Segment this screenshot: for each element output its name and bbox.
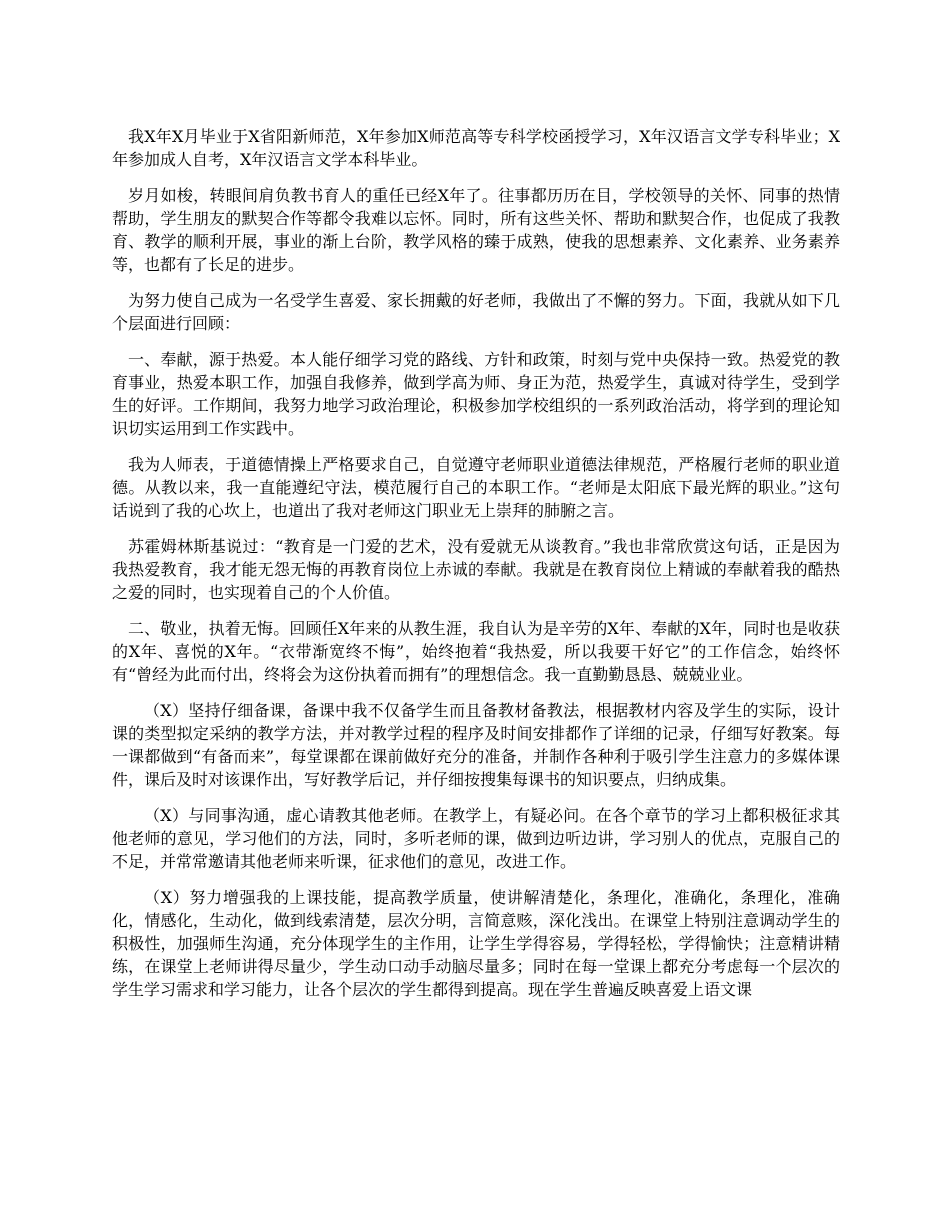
- paragraph-section-two-diligence: 二、敬业，执着无悔。回顾任X年来的从教生涯，我自认为是辛劳的X年、奉献的X年，同时也是收获的X年、喜悦的X年。“衣带渐宽终不悔”，始终抱着“我热爱，所以我要干好它”的工作信念，始终怀有“曾经为此而付出，终将会为这份执着而拥有”的理想信念。我一直勤勤恳恳、兢兢业业。: [112, 619, 840, 684]
- paragraph-education-history: 我X年X月毕业于X省阳新师范，X年参加X师范高等专科学校函授学习，X年汉语言文学专科毕业；X年参加成人自考，X年汉语言文学本科毕业。: [112, 127, 840, 169]
- paragraph-section-one-dedication: 一、奉献，源于热爱。本人能仔细学习党的路线、方针和政策，时刻与党中央保持一致。热爱党的教育事业，热爱本职工作，加强自我修养，做到学高为师、身正为范，热爱学生，真诚对待学生，受到学生的好评。工作期间，我努力地学习政治理论，积极参加学校组织的一系列政治活动，将学到的理论知识切实运用到工作实践中。: [112, 350, 840, 438]
- paragraph-teaching-skills: （X）努力增强我的上课技能，提高教学质量，使讲解清楚化，条理化，准确化，条理化，准确化，情感化，生动化，做到线索清楚，层次分明，言简意赅，深化浅出。在课堂上特别注意调动学生的积极性，加强师生沟通，充分体现学生的主作用，让学生学得容易，学得轻松，学得愉快；注意精讲精练，在课堂上老师讲得尽量少，学生动口动手动脑尽量多；同时在每一堂课上都充分考虑每一个层次的学生学习需求和学习能力，让各个层次的学生都得到提高。现在学生普遍反映喜爱上语文课: [112, 888, 840, 999]
- paragraph-sukhomlinsky-quote: 苏霍姆林斯基说过：“教育是一门爱的艺术，没有爱就无从谈教育。”我也非常欣赏这句话，正是因为我热爱教育，我才能无怨无悔的再教育岗位上赤诚的奉献。我就是在教育岗位上精诚的奉献着我的酷热之爱的同时，也实现着自己的个人价值。: [112, 537, 840, 602]
- paragraph-years-reflection: 岁月如梭，转眼间肩负教书育人的重任已经X年了。往事都历历在目，学校领导的关怀、同事的热情帮助，学生朋友的默契合作等都令我难以忘怀。同时，所有这些关怀、帮助和默契合作，也促成了我教育、教学的顺利开展，事业的渐上台阶，教学风格的臻于成熟，使我的思想素养、文化素养、业务素养等，也都有了长足的进步。: [112, 186, 840, 274]
- paragraph-teacher-ethics: 我为人师表，于道德情操上严格要求自己，自觉遵守老师职业道德法律规范，严格履行老师的职业道德。从教以来，我一直能遵纪守法，模范履行自己的本职工作。“老师是太阳底下最光辉的职业。”这句话说到了我的心坎上，也道出了我对老师这门职业无上崇拜的肺腑之言。: [112, 455, 840, 520]
- paragraph-intro-review: 为努力使自己成为一名受学生喜爱、家长拥戴的好老师，我做出了不懈的努力。下面，我就从如下几个层面进行回顾：: [112, 291, 840, 333]
- paragraph-colleague-communication: （X）与同事沟通，虚心请教其他老师。在教学上，有疑必问。在各个章节的学习上都积极征求其他老师的意见，学习他们的方法，同时，多听老师的课，做到边听边讲，学习别人的优点，克服自己的不足，并常常邀请其他老师来听课，征求他们的意见，改进工作。: [112, 806, 840, 871]
- document-body: [112, 125, 840, 1014]
- paragraph-lesson-preparation: （X）坚持仔细备课，备课中我不仅备学生而且备教材备教法，根据教材内容及学生的实际，设计课的类型拟定采纳的教学方法，并对教学过程的程序及时间安排都作了详细的记录，仔细写好教案。每一课都做到“有备而来”，每堂课都在课前做好充分的准备，并制作各种利于吸引学生注意力的多媒体课件，课后及时对该课作出，写好教学后记，并仔细按搜集每课书的知识要点，归纳成集。: [112, 701, 840, 789]
